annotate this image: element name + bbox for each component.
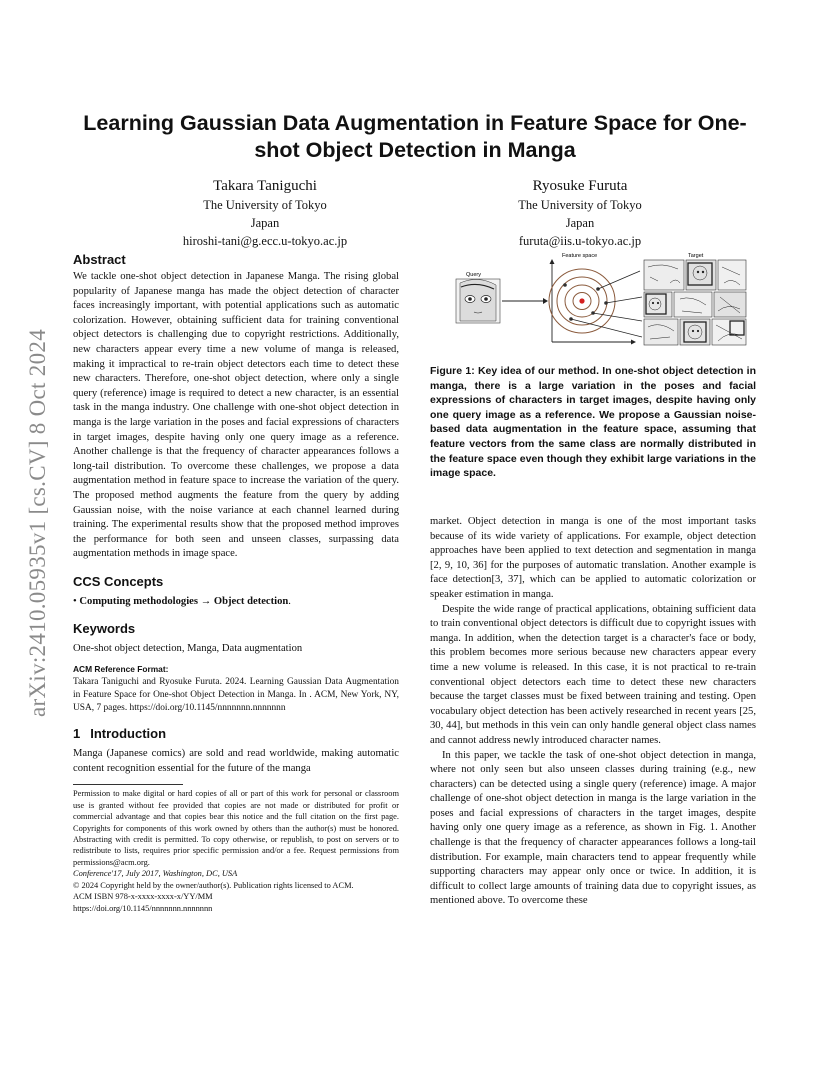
ccs-bullet: • [73,595,77,607]
feature-space-label: Feature space [562,253,598,259]
conference-line: Conference'17, July 2017, Washington, DC, USA [73,869,238,879]
author-block-2 [455,176,705,250]
left-column [73,252,399,914]
author-name: Takara Taniguchi [213,178,317,194]
author-block-1 [140,176,390,250]
permission-note: Permission to make digital or hard copies of all or part of this work for personal or classroom use is granted without fee provided that copies are not made or distributed for profit or commercial advantage and that copies bear this notice and the full citation on the first page. Copyrights for components of this work owned by others than the author(s) must be honored. Abstracting with credit is permitted. To copy otherwise, or republish, to post on servers or to redistribute to lists, requires prior specific permission and/or a fee. Request permissions from permissions@acm.org. [73,789,399,867]
ccs-period: . [288,595,291,607]
footnote-rule [73,784,183,785]
ccs-item [73,595,399,610]
figure-1-caption: Figure 1: Key idea of our method. In one-shot object detection in manga, there is a large variation in the poses and facial expressions of characters in target images, despite having only one query image as a reference. We propose a Gaussian noise-based data augmentation in the feature space, assuming that feature vectors from the same class are normally distributed in the feature space even though they exhibit large variations in the image space. [430,365,756,480]
reference-format-heading: ACM Reference Format: [73,664,169,675]
figure-1-illustration [430,247,756,347]
author-name: Ryosuke Furuta [532,178,628,194]
figure-1 [430,247,756,347]
author-affiliation: The University of Tokyo [203,198,327,212]
section-number: 1 [73,726,81,742]
ccs-concept: Computing methodologies → Object detection [79,595,289,607]
abstract-text: We tackle one-shot object detection in Japanese Manga. The rising global popularity of Japanese manga has made the object detection of character faces increasingly important, with potential applications such as automatic colorization. However, obtaining sufficient data for training conventional object detectors is challenging due to copyright restrictions. Additionally, new characters appear every time a new volume of manga is released, making it impractical to re-train object detectors each time to detect these new characters. Therefore, one-shot object detection, where only a single query (reference) image is required to detect a new character, is an essential task in the manga industry. One challenge with one-shot object detection in manga is the large variation in the poses and facial expressions of characters in target images, despite having only one query image as a reference. Another challenge is that the frequency of character appearances follows a long-tail distribution. To overcome these challenges, we propose a data augmentation method in feature space to increase the variation of the query. The proposed method augments the feature from the query by adding Gaussian noise, with the noise variance at each channel learned during training. The experimental results show that the proposed method improves the performance for both seen and unseen classes, surpassing data augmentation methods in image space. [73,271,399,560]
intro-heading [73,726,399,742]
intro-paragraph-2: Despite the wide range of practical applications, obtaining sufficient data to train conventional object detectors is difficult due to copyright issues with manga. In addition, when the detection target is a character's face or body, this problem becomes more serious because new characters appear every time a new volume is released. In this case, it is not practical to re-train conventional object detectors each time to detect these new characters because the target classes must be fixed between training and testing. Open vocabulary object detection has been actively researched in recent years [25, 30, 44], but methods in this vein can only handle general object class names and cannot address newly introduced character names. [430,603,756,746]
target-images [644,260,746,345]
arrow-query-to-feature [502,298,548,304]
reference-format-text: Takara Taniguchi and Ryosuke Furuta. 2024. Learning Gaussian Data Augmentation in Feature Space for One-shot Object Detection in Manga. In . ACM, New York, NY, USA, 7 pages. https://doi.org/10.1145/nnnnnnn.nnnnnnn [73,677,399,713]
isbn-line: ACM ISBN 978-x-xxxx-xxxx-x/YY/MM [73,892,213,902]
intro-paragraph-1: market. Object detection in manga is one of the most important tasks because of its wide variety of applications. For example, object detection approaches have been applied to text detection and segmentation in manga [2, 9, 10, 36] for the purposes of automatic translation. Another example is face detection[3, 37], which can be applied to automatic colorization or speaker estimation in manga. [430,516,756,600]
section-title: Introduction [90,726,167,742]
ccs-heading: CCS Concepts [73,573,164,589]
author-affiliation: The University of Tokyo [518,198,642,212]
keywords-heading: Keywords [73,621,136,637]
gaussian-contours [549,269,615,333]
arxiv-stamp [22,293,54,753]
doi-line: https://doi.org/10.1145/nnnnnnn.nnnnnnn [73,903,213,913]
author-country: Japan [250,216,280,230]
arxiv-id: arXiv:2410.05935v1 [cs.CV] 8 Oct 2024 [25,329,50,717]
query-image [456,279,500,323]
feature-points [563,283,608,321]
author-country: Japan [565,216,595,230]
intro-paragraph-3: In this paper, we tackle the task of one-shot object detection in manga, where not only seen but also unseen classes during training (e.g., new characters) can be detected using a single query (reference) image. A major challenge of one-shot object detection in manga is the large variation in the poses and facial expressions of characters in the target images, despite having only one query image as a reference, as shown in Fig. 1. Another challenge is that the frequency of character appearances follows a long-tail distribution. For example, main characters tend to appear frequently while supporting characters may appear only once or twice. In addition, it is difficult to collect large amounts of training data due to copyright issues, as mentioned above. To overcome these [430,749,756,907]
author-email: hiroshi-tani@g.ecc.u-tokyo.ac.jp [182,234,348,248]
intro-text: Manga (Japanese comics) are sold and read worldwide, making automatic content recognition essential for the future of the manga [73,748,399,774]
paper-title: Learning Gaussian Data Augmentation in Feature Space for One-shot Object Detection in Manga [83,111,747,162]
right-column [430,515,756,909]
copyright-line: © 2024 Copyright held by the owner/author(s). Publication rights licensed to ACM. [73,880,354,890]
abstract-heading: Abstract [73,252,126,267]
query-label: Query [466,272,481,278]
keywords-text: One-shot object detection, Manga, Data augmentation [73,643,303,655]
target-label: Target [688,253,704,259]
author-email: furuta@iis.u-tokyo.ac.jp [518,234,642,248]
